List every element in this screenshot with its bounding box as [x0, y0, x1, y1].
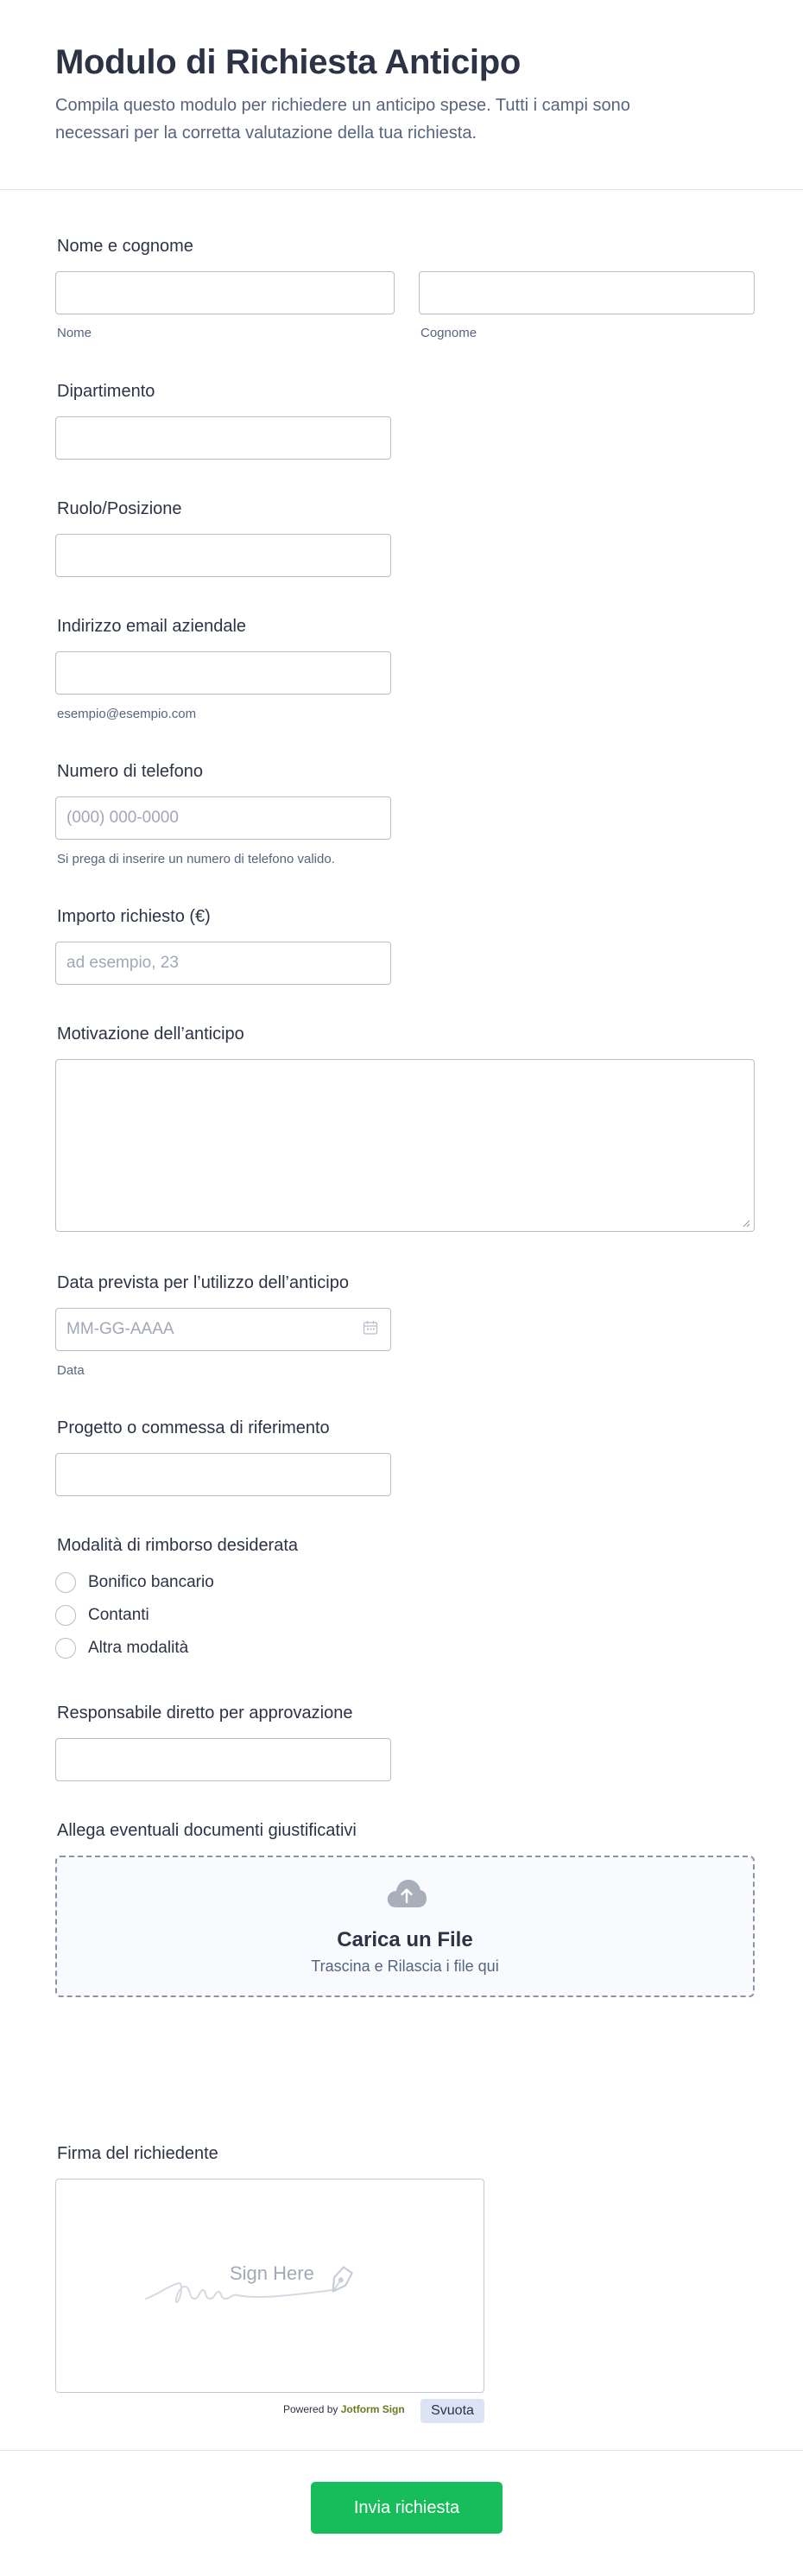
reason-label: Motivazione dell’anticipo — [57, 1025, 244, 1044]
full-name-label: Nome e cognome — [57, 237, 193, 256]
amount-input[interactable] — [55, 942, 391, 985]
first-name-sublabel: Nome — [57, 326, 92, 340]
department-label: Dipartimento — [57, 382, 155, 401]
email-input[interactable] — [55, 651, 391, 695]
amount-label: Importo richiesto (€) — [57, 907, 211, 926]
project-label: Progetto o commessa di riferimento — [57, 1418, 330, 1437]
phone-label: Numero di telefono — [57, 762, 203, 781]
date-sublabel: Data — [57, 1363, 85, 1378]
radio-option-label: Contanti — [88, 1606, 149, 1624]
approver-label: Responsabile diretto per approvazione — [57, 1704, 353, 1723]
first-name-input[interactable] — [55, 271, 395, 314]
radio-option-label: Altra modalità — [88, 1639, 189, 1657]
powered-by — [283, 2403, 405, 2415]
signature-label: Firma del richiedente — [57, 2144, 218, 2163]
form-subtitle: Compila questo modulo per richiedere un anticipo spese. Tutti i campi sono necessari per la corretta valutazione della tua richiesta. — [55, 96, 630, 143]
radio-button[interactable] — [55, 1605, 76, 1626]
reimbursement-label: Modalità di rimborso desiderata — [57, 1536, 299, 1555]
radio-option-label: Bonifico bancario — [88, 1573, 214, 1591]
jotform-sign-brand: Jotform Sign — [340, 2403, 405, 2415]
footer-divider — [0, 2450, 803, 2451]
date-input[interactable] — [55, 1308, 391, 1351]
powered-by-prefix: Powered by — [283, 2403, 338, 2415]
phone-sublabel: Si prega di inserire un numero di telefono valido. — [57, 852, 335, 866]
role-label: Ruolo/Posizione — [57, 499, 182, 518]
radio-option-bank-transfer[interactable] — [55, 1571, 214, 1594]
sign-here-placeholder: Sign Here — [230, 2262, 314, 2284]
cloud-upload-icon — [386, 1878, 427, 1909]
radio-button[interactable] — [55, 1572, 76, 1593]
calendar-icon[interactable] — [363, 1320, 378, 1336]
date-label: Data prevista per l’utilizzo dell’anticipo — [57, 1273, 349, 1292]
email-label: Indirizzo email aziendale — [57, 617, 247, 636]
form-header — [0, 0, 803, 190]
radio-option-other[interactable] — [55, 1637, 188, 1659]
attachments-label: Allega eventuali documenti giustificativi — [57, 1821, 357, 1840]
department-input[interactable] — [55, 416, 391, 460]
email-sublabel: esempio@esempio.com — [57, 707, 197, 721]
upload-subtitle: Trascina e Rilascia i file qui — [311, 1957, 499, 1975]
role-input[interactable] — [55, 534, 391, 577]
submit-button[interactable]: Invia richiesta — [311, 2482, 503, 2534]
radio-option-cash[interactable] — [55, 1604, 149, 1627]
clear-signature-button[interactable]: Svuota — [420, 2399, 484, 2423]
phone-input[interactable] — [55, 796, 391, 840]
form-title: Modulo di Richiesta Anticipo — [55, 43, 522, 81]
approver-input[interactable] — [55, 1738, 391, 1781]
resize-grip-icon[interactable] — [742, 1219, 750, 1228]
last-name-input[interactable] — [419, 271, 755, 314]
file-upload-dropzone[interactable] — [55, 1856, 755, 1997]
signature-pad[interactable] — [55, 2179, 484, 2393]
upload-title: Carica un File — [337, 1928, 473, 1951]
last-name-sublabel: Cognome — [420, 326, 477, 340]
project-input[interactable] — [55, 1453, 391, 1496]
radio-button[interactable] — [55, 1638, 76, 1659]
reason-textarea[interactable] — [55, 1059, 755, 1232]
